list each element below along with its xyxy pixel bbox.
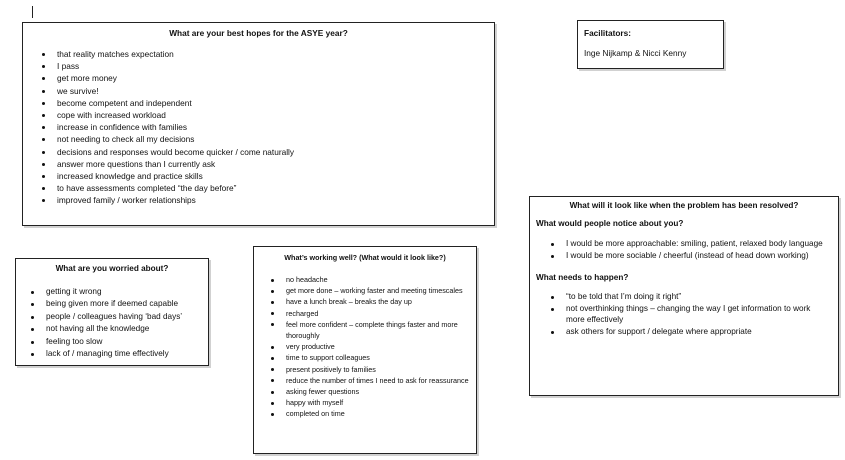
list-item: I would be more approachable: smiling, patient, relaxed body language: [544, 238, 826, 250]
list-item: getting it wrong: [24, 286, 208, 298]
list-item: ask others for support / delegate where appropriate: [544, 326, 826, 338]
list-item: no headache: [264, 274, 470, 285]
list-item: decisions and responses would become quicker / come naturally: [35, 146, 494, 158]
facilitators-title: Facilitators:: [584, 28, 632, 38]
list-item: to have assessments completed “the day before”: [35, 182, 494, 194]
list-item: have a lunch break – breaks the day up: [264, 296, 470, 307]
list-item: I pass: [35, 60, 494, 72]
list-item: feel more confident – complete things faster and more thoroughly: [264, 319, 470, 341]
list-item: increased knowledge and practice skills: [35, 170, 494, 182]
list-item: lack of / managing time effectively: [24, 348, 208, 360]
list-item: get more money: [35, 72, 494, 84]
worried-box: [15, 258, 209, 366]
list-item: not overthinking things – changing the way I get information to work more effectively: [544, 303, 826, 326]
list-item: get more done – working faster and meeting timescales: [264, 285, 470, 296]
facilitators-box: [577, 20, 724, 69]
best-hopes-box: [22, 22, 495, 226]
best-hopes-title: What are your best hopes for the ASYE year?: [169, 28, 348, 38]
notice-heading: What would people notice about you?: [536, 219, 684, 228]
list-item: we survive!: [35, 85, 494, 97]
working-well-title: What’s working well? (What would it look like?): [284, 253, 446, 262]
worried-list: [16, 286, 208, 360]
list-item: become competent and independent: [35, 97, 494, 109]
list-item: recharged: [264, 308, 470, 319]
problem-resolved-title: What will it look like when the problem has been resolved?: [569, 201, 799, 210]
working-well-box: [253, 246, 477, 454]
list-item: improved family / worker relationships: [35, 194, 494, 206]
needs-heading: What needs to happen?: [536, 273, 629, 283]
list-item: being given more if deemed capable: [24, 298, 208, 310]
list-item: people / colleagues having ‘bad days’: [24, 311, 208, 323]
needs-list: [536, 291, 832, 337]
list-item: not needing to check all my decisions: [35, 133, 494, 145]
list-item: reduce the number of times I need to ask for reassurance: [264, 375, 470, 386]
worried-title: What are you worried about?: [55, 264, 169, 273]
list-item: very productive: [264, 341, 470, 352]
list-item: that reality matches expectation: [35, 48, 494, 60]
list-item: asking fewer questions: [264, 386, 470, 397]
text-cursor: [32, 6, 33, 18]
list-item: not having all the knowledge: [24, 323, 208, 335]
list-item: answer more questions than I currently ask: [35, 158, 494, 170]
list-item: I would be more sociable / cheerful (instead of head down working): [544, 250, 826, 262]
notice-list: [536, 238, 832, 261]
list-item: increase in confidence with families: [35, 121, 494, 133]
list-item: feeling too slow: [24, 336, 208, 348]
problem-resolved-box: [529, 196, 839, 396]
list-item: “to be told that I’m doing it right”: [544, 291, 826, 303]
list-item: time to support colleagues: [264, 352, 470, 363]
best-hopes-list: [23, 48, 494, 207]
list-item: present positively to families: [264, 364, 470, 375]
working-well-list: [254, 274, 476, 420]
list-item: completed on time: [264, 408, 470, 419]
facilitators-names: Inge Nijkamp & Nicci Kenny: [584, 48, 687, 58]
list-item: happy with myself: [264, 397, 470, 408]
list-item: cope with increased workload: [35, 109, 494, 121]
